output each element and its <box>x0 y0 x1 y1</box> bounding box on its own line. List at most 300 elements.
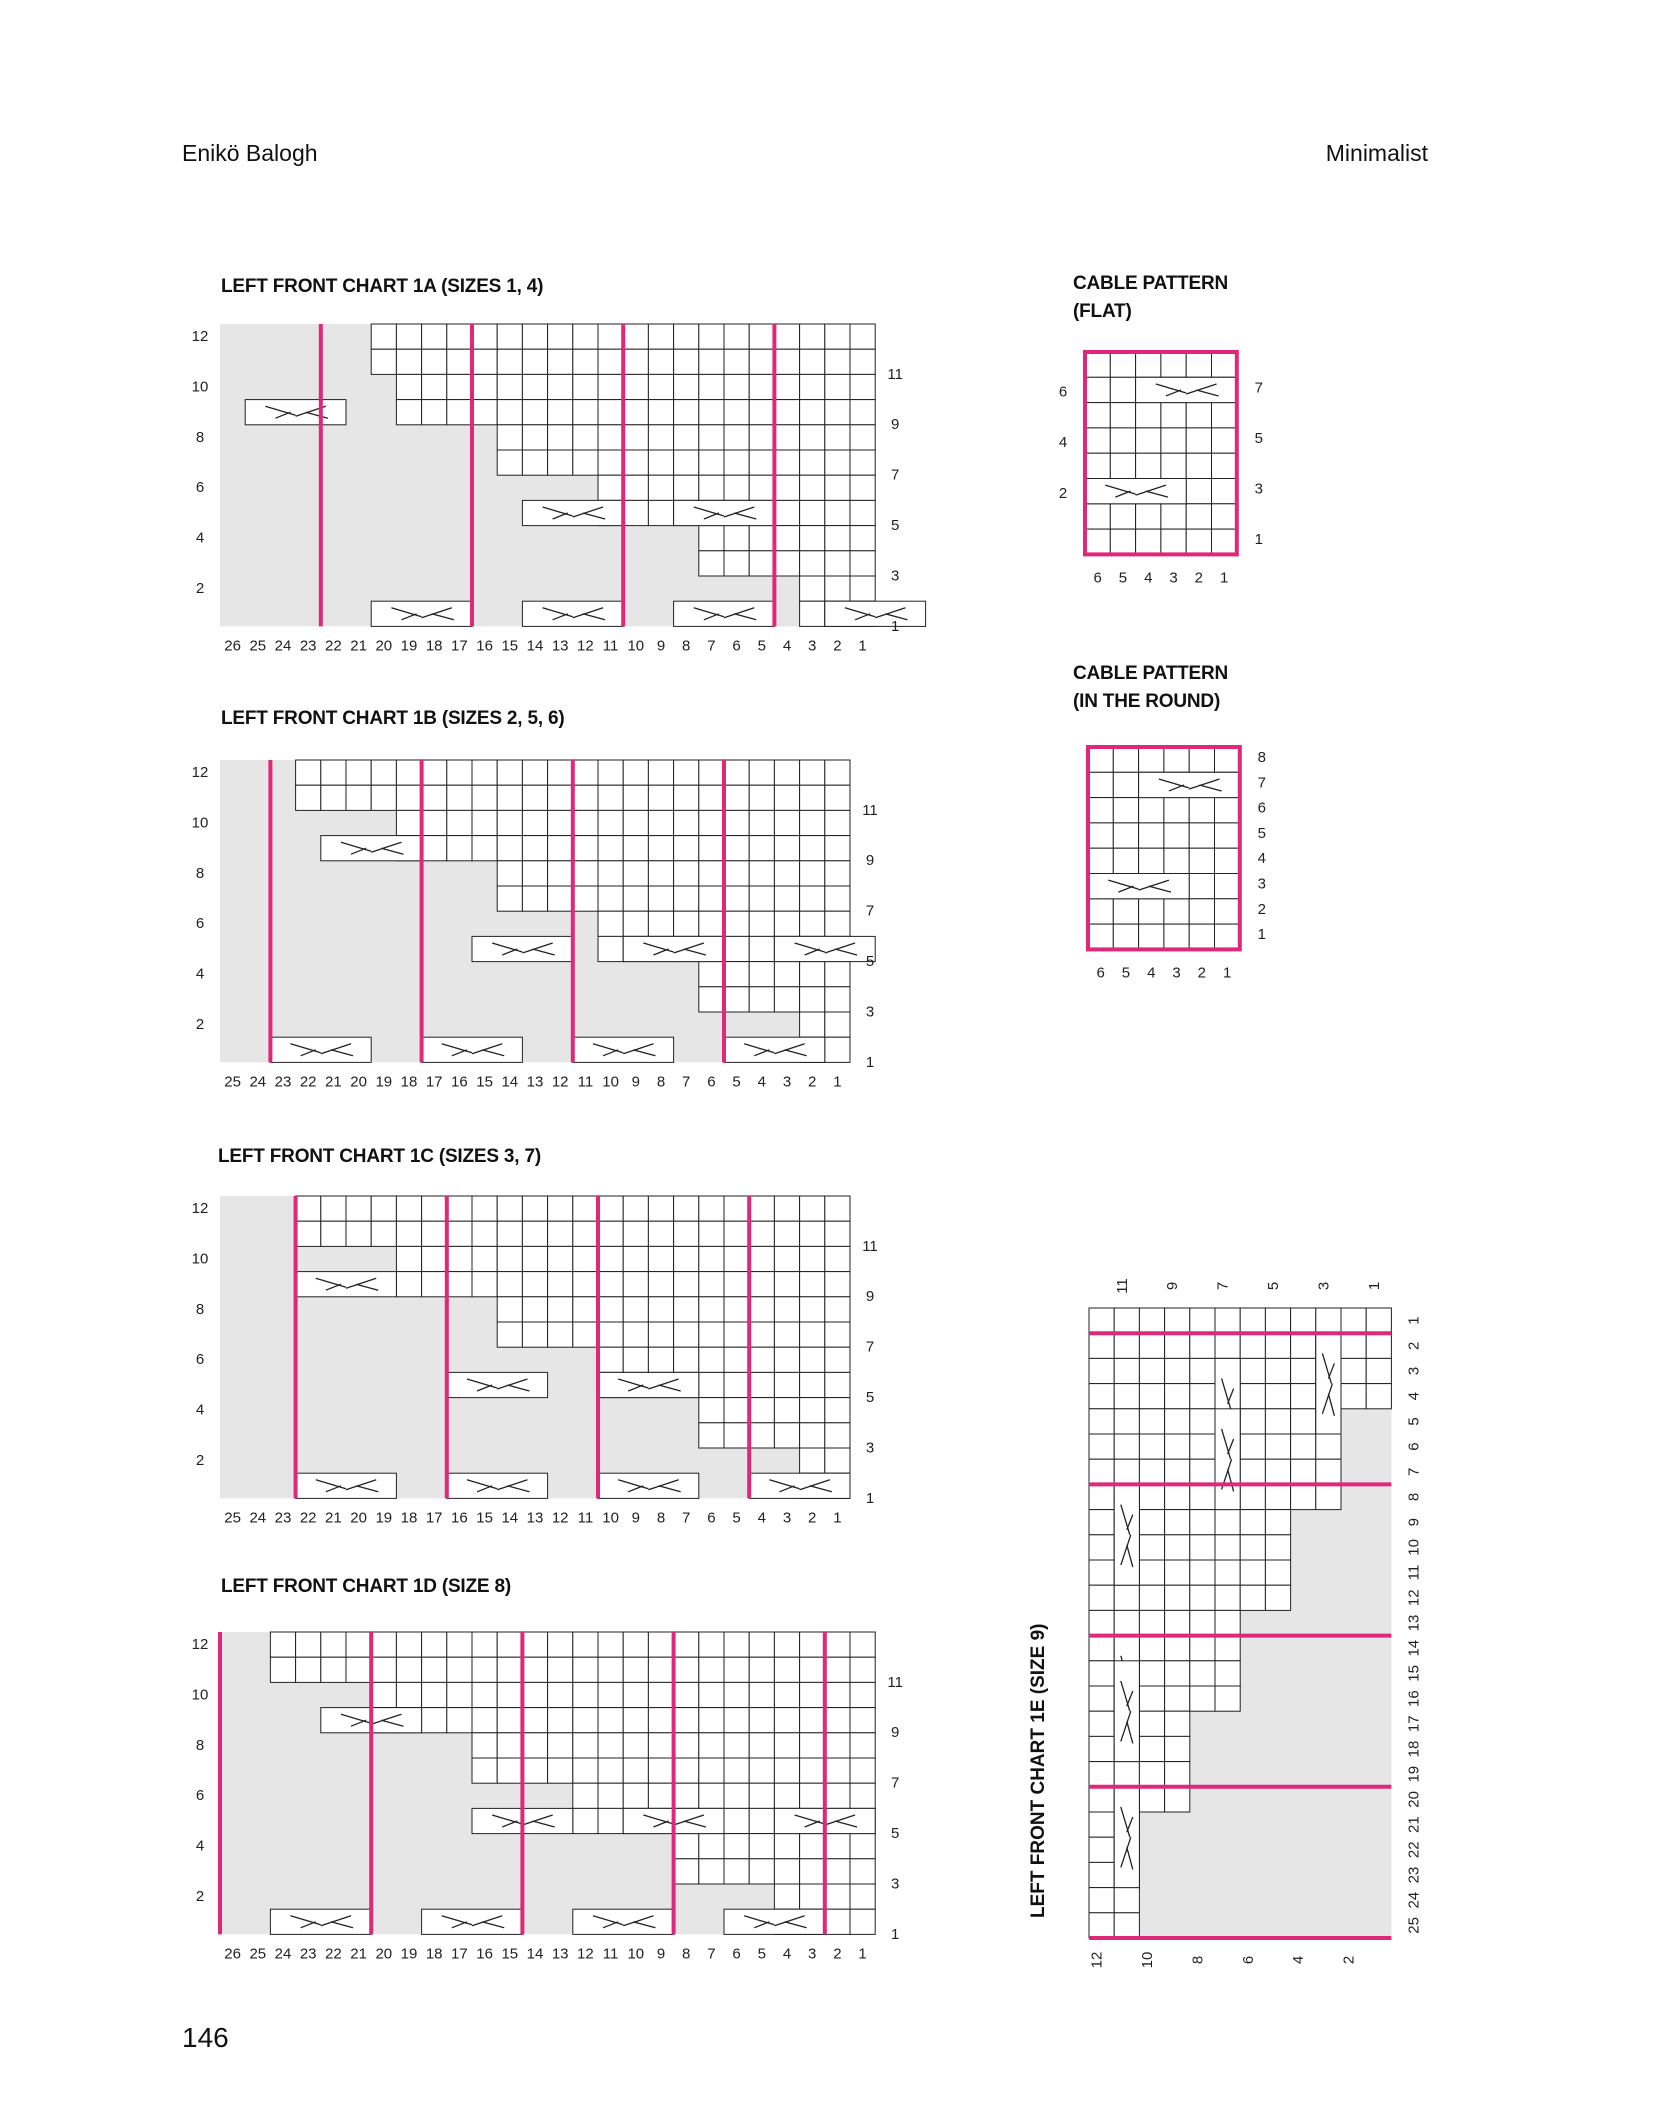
col-label: 5 <box>1121 964 1131 982</box>
row-label: 1 <box>891 617 900 635</box>
stitch-cell <box>1190 1610 1215 1635</box>
stitch-cell <box>1240 1510 1265 1535</box>
col-label: 16 <box>451 1073 468 1091</box>
cable-cell <box>1114 1661 1139 1762</box>
col-label: 4 <box>757 1509 766 1527</box>
row-label: 9 <box>891 1724 900 1742</box>
row-label: 13 <box>1405 1614 1423 1632</box>
col-label: 25 <box>224 1509 241 1527</box>
row-label: 12 <box>191 764 209 781</box>
row-label: 6 <box>1058 383 1068 401</box>
col-label: 2 <box>833 1945 842 1963</box>
col-label: 3 <box>1169 569 1178 587</box>
row-label: 10 <box>191 378 209 396</box>
col-label: 3 <box>782 1509 792 1527</box>
row-label: 22 <box>1405 1841 1423 1859</box>
stitch-cell <box>1265 1358 1290 1383</box>
row-label: 8 <box>195 428 205 446</box>
row-label: 10 <box>191 1686 209 1704</box>
cable-cell <box>1215 1409 1240 1510</box>
row-label: 5 <box>1405 1417 1423 1426</box>
row-label: 18 <box>1405 1740 1423 1758</box>
col-label: 20 <box>350 1073 367 1091</box>
row-label: 3 <box>1257 875 1266 893</box>
stitch-cell <box>1089 1459 1114 1484</box>
col-label: 7 <box>707 637 716 655</box>
row-label: 7 <box>865 1338 875 1356</box>
stitch-cell <box>1089 1913 1114 1938</box>
col-label: 3 <box>782 1073 792 1091</box>
stitch-cell <box>1190 1484 1215 1509</box>
stitch-cell <box>1165 1711 1190 1736</box>
stitch-cell <box>1215 1610 1240 1635</box>
stitch-cell <box>1114 1434 1139 1459</box>
stitch-cell <box>1089 1862 1114 1887</box>
stitch-cell <box>1190 1661 1215 1686</box>
row-label: 5 <box>891 1825 900 1842</box>
col-label: 3 <box>1172 964 1181 982</box>
stitch-cell <box>1139 1434 1164 1459</box>
chart-1c-title: LEFT FRONT CHART 1C (SIZES 3, 7) <box>218 1146 541 1167</box>
col-label: 1 <box>858 637 867 655</box>
stitch-cell <box>1240 1459 1265 1484</box>
col-label: 5 <box>757 1945 766 1963</box>
stitch-cell <box>1265 1484 1290 1509</box>
stitch-cell <box>1114 1585 1139 1610</box>
row-label: 7 <box>1257 774 1266 792</box>
col-label: 19 <box>375 1509 393 1527</box>
row-label: 8 <box>1405 1492 1423 1502</box>
col-label: 24 <box>249 1073 267 1091</box>
col-label: 21 <box>350 1945 367 1963</box>
col-label: 2 <box>1197 964 1207 982</box>
row-label: 5 <box>865 1389 875 1406</box>
col-label: 10 <box>602 1509 619 1527</box>
row-label: 2 <box>1257 900 1266 918</box>
col-label: 1 <box>1222 964 1232 982</box>
stitch-cell <box>1089 1711 1114 1736</box>
stitch-cell <box>1139 1636 1164 1661</box>
stitch-cell <box>1114 1308 1139 1333</box>
stitch-cell <box>1089 1535 1114 1560</box>
col-label: 23 <box>274 1073 292 1091</box>
stitch-cell <box>1265 1434 1290 1459</box>
stitch-cell <box>1215 1636 1240 1661</box>
stitch-cell <box>1139 1585 1164 1610</box>
stitch-cell <box>1291 1409 1316 1434</box>
row-label: 20 <box>1405 1791 1423 1808</box>
col-label: 11 <box>577 1073 594 1091</box>
row-label: 6 <box>195 1351 205 1369</box>
stitch-cell <box>1215 1535 1240 1560</box>
row-label: 8 <box>195 864 205 882</box>
stitch-cell <box>1089 1510 1114 1535</box>
col-label: 9 <box>631 1509 640 1527</box>
col-label: 3 <box>808 637 817 655</box>
col-label: 9 <box>1164 1281 1182 1291</box>
stitch-cell <box>1165 1787 1190 1812</box>
row-label: 4 <box>1058 434 1068 452</box>
col-label: 6 <box>732 637 741 655</box>
stitch-cell <box>1139 1333 1164 1358</box>
row-label: 1 <box>1405 1316 1423 1325</box>
stitch-cell <box>1265 1535 1290 1560</box>
row-label: 10 <box>1405 1539 1423 1556</box>
stitch-cell <box>1165 1333 1190 1358</box>
col-label: 1 <box>833 1073 842 1091</box>
col-label: 7 <box>682 1073 691 1091</box>
col-label: 11 <box>577 1509 594 1527</box>
col-label: 17 <box>425 1073 443 1091</box>
row-label: 4 <box>1405 1392 1423 1401</box>
col-label: 5 <box>732 1073 741 1091</box>
stitch-cell <box>1215 1585 1240 1610</box>
stitch-cell <box>1215 1686 1240 1711</box>
stitch-cell <box>1291 1459 1316 1484</box>
stitch-cell <box>1240 1409 1265 1434</box>
col-label: 18 <box>400 1509 418 1527</box>
stitch-cell <box>1165 1510 1190 1535</box>
col-label: 7 <box>1214 1281 1232 1291</box>
row-label: 7 <box>891 466 900 484</box>
col-label: 15 <box>476 1073 493 1091</box>
stitch-cell <box>1291 1358 1316 1383</box>
row-label: 2 <box>195 1452 205 1469</box>
row-label: 4 <box>195 1837 205 1855</box>
stitch-cell <box>1190 1510 1215 1535</box>
stitch-cell <box>1139 1308 1164 1333</box>
cable-cell <box>1316 1333 1341 1434</box>
stitch-cell <box>1165 1459 1190 1484</box>
cable-flat-title-line2: (FLAT) <box>1073 301 1132 322</box>
stitch-cell <box>1114 1913 1139 1938</box>
col-label: 18 <box>400 1073 418 1091</box>
col-label: 15 <box>476 1509 493 1527</box>
stitch-cell <box>1139 1762 1164 1787</box>
row-label: 4 <box>195 529 205 547</box>
stitch-cell <box>1165 1560 1190 1585</box>
row-label: 2 <box>195 580 205 597</box>
row-label: 1 <box>891 1925 900 1943</box>
row-label: 14 <box>1405 1639 1423 1657</box>
stitch-cell <box>1341 1384 1366 1409</box>
col-label: 8 <box>656 1073 666 1091</box>
col-label: 6 <box>707 1509 716 1527</box>
row-label: 3 <box>1254 480 1263 498</box>
stitch-cell <box>1240 1484 1265 1509</box>
col-label: 8 <box>682 1945 691 1963</box>
stitch-cell <box>1139 1510 1164 1535</box>
stitch-cell <box>1291 1384 1316 1409</box>
stitch-cell <box>1114 1459 1139 1484</box>
col-label: 16 <box>451 1509 468 1527</box>
stitch-cell <box>1089 1384 1114 1409</box>
stitch-cell <box>1190 1560 1215 1585</box>
col-label: 12 <box>1088 1951 1106 1969</box>
stitch-cell <box>1139 1358 1164 1383</box>
col-label: 4 <box>757 1073 766 1091</box>
col-label: 17 <box>451 637 468 655</box>
stitch-cell <box>1366 1384 1391 1409</box>
col-label: 2 <box>1340 1955 1358 1965</box>
col-label: 17 <box>451 1945 468 1963</box>
col-label: 19 <box>375 1073 393 1091</box>
col-label: 10 <box>627 637 645 655</box>
row-label: 2 <box>1058 484 1068 502</box>
stitch-cell <box>1240 1333 1265 1358</box>
row-label: 12 <box>1405 1589 1423 1607</box>
col-label: 16 <box>476 637 493 655</box>
col-label: 7 <box>707 1945 716 1963</box>
col-label: 21 <box>350 637 367 655</box>
stitch-cell <box>1366 1308 1391 1333</box>
col-label: 14 <box>501 1509 519 1527</box>
col-label: 15 <box>501 637 519 655</box>
stitch-cell <box>1139 1610 1164 1635</box>
stitch-cell <box>1089 1837 1114 1862</box>
col-label: 20 <box>350 1509 367 1527</box>
col-label: 10 <box>1139 1951 1156 1969</box>
row-label: 11 <box>887 365 903 383</box>
col-label: 1 <box>1219 569 1229 587</box>
col-label: 15 <box>501 1945 519 1963</box>
chart-1e-title: LEFT FRONT CHART 1E (SIZE 9) <box>1028 1623 1049 1918</box>
col-label: 16 <box>476 1945 493 1963</box>
col-label: 10 <box>627 1945 645 1963</box>
author-name: Enikö Balogh <box>182 140 318 166</box>
stitch-cell <box>1240 1358 1265 1383</box>
row-label: 3 <box>1405 1366 1423 1376</box>
stitch-cell <box>1139 1736 1164 1761</box>
row-label: 3 <box>891 1875 900 1893</box>
stitch-cell <box>1265 1409 1290 1434</box>
stitch-cell <box>1165 1308 1190 1333</box>
col-label: 20 <box>375 1945 393 1963</box>
stitch-cell <box>1114 1409 1139 1434</box>
stitch-cell <box>1165 1434 1190 1459</box>
col-label: 14 <box>526 1945 544 1963</box>
col-label: 12 <box>551 1073 569 1091</box>
stitch-cell <box>1291 1308 1316 1333</box>
stitch-cell <box>1190 1585 1215 1610</box>
stitch-cell <box>1139 1535 1164 1560</box>
stitch-cell <box>1114 1888 1139 1913</box>
stitch-cell <box>1265 1308 1290 1333</box>
col-label: 13 <box>551 1945 569 1963</box>
stitch-cell <box>1114 1333 1139 1358</box>
row-label: 6 <box>195 479 205 497</box>
row-label: 11 <box>1405 1564 1423 1581</box>
row-label: 5 <box>865 953 875 970</box>
stitch-cell <box>1089 1636 1114 1661</box>
cable-round-title-line1: CABLE PATTERN <box>1073 663 1229 684</box>
stitch-cell <box>1089 1560 1114 1585</box>
stitch-cell <box>1265 1333 1290 1358</box>
col-label: 12 <box>577 1945 594 1963</box>
stitch-cell <box>1291 1434 1316 1459</box>
col-label: 12 <box>577 637 594 655</box>
col-label: 7 <box>682 1509 691 1527</box>
stitch-cell <box>1190 1459 1215 1484</box>
col-label: 25 <box>224 1073 241 1091</box>
row-label: 7 <box>891 1774 900 1792</box>
chart-1a-title: LEFT FRONT CHART 1A (SIZES 1, 4) <box>221 276 544 297</box>
row-label: 1 <box>865 1489 875 1507</box>
row-label: 11 <box>862 801 878 819</box>
row-label: 7 <box>865 902 875 920</box>
row-label: 6 <box>195 915 205 933</box>
stitch-cell <box>1165 1384 1190 1409</box>
stitch-cell <box>1291 1333 1316 1358</box>
stitch-cell <box>1190 1308 1215 1333</box>
col-label: 2 <box>808 1509 817 1527</box>
row-label: 10 <box>191 1250 209 1268</box>
row-label: 23 <box>1405 1866 1423 1884</box>
row-label: 3 <box>865 1003 875 1021</box>
col-label: 21 <box>325 1509 342 1527</box>
stitch-cell <box>1316 1484 1341 1509</box>
col-label: 2 <box>833 637 842 655</box>
col-label: 14 <box>501 1073 519 1091</box>
stitch-cell <box>1215 1661 1240 1686</box>
col-label: 4 <box>1144 569 1153 587</box>
col-label: 18 <box>425 637 443 655</box>
stitch-cell <box>1265 1459 1290 1484</box>
row-label: 11 <box>887 1673 903 1691</box>
row-label: 3 <box>891 567 900 585</box>
stitch-cell <box>1114 1384 1139 1409</box>
row-label: 9 <box>891 416 900 434</box>
col-label: 6 <box>707 1073 716 1091</box>
row-label: 1 <box>1254 531 1263 549</box>
col-label: 24 <box>274 637 292 655</box>
stitch-cell <box>1165 1636 1190 1661</box>
row-label: 3 <box>865 1439 875 1457</box>
col-label: 14 <box>526 637 544 655</box>
stitch-cell <box>1265 1384 1290 1409</box>
cable-cell <box>1114 1787 1139 1888</box>
row-label: 12 <box>191 328 209 345</box>
col-label: 3 <box>1315 1281 1333 1291</box>
col-label: 23 <box>299 637 317 655</box>
stitch-cell <box>1240 1308 1265 1333</box>
col-label: 2 <box>808 1073 817 1091</box>
row-label: 15 <box>1405 1665 1423 1682</box>
stitch-cell <box>1316 1434 1341 1459</box>
row-label: 25 <box>1405 1917 1423 1934</box>
stitch-cell <box>1089 1661 1114 1686</box>
stitch-cell <box>1165 1535 1190 1560</box>
row-label: 16 <box>1405 1690 1423 1707</box>
stitch-cell <box>1341 1358 1366 1383</box>
row-label: 1 <box>865 1053 875 1071</box>
stitch-cell <box>1089 1736 1114 1761</box>
stitch-cell <box>1089 1812 1114 1837</box>
col-label: 5 <box>732 1509 741 1527</box>
col-label: 4 <box>1290 1955 1308 1965</box>
row-label: 1 <box>1257 926 1266 944</box>
stitch-cell <box>1366 1358 1391 1383</box>
col-label: 26 <box>224 1945 241 1963</box>
col-label: 22 <box>299 1073 317 1091</box>
stitch-cell <box>1165 1484 1190 1509</box>
col-label: 11 <box>1113 1278 1131 1294</box>
stitch-cell <box>1215 1333 1240 1358</box>
col-label: 6 <box>1093 569 1102 587</box>
row-label: 21 <box>1405 1816 1423 1833</box>
stitch-cell <box>1089 1585 1114 1610</box>
stitch-cell <box>1139 1711 1164 1736</box>
row-label: 7 <box>1405 1467 1423 1476</box>
stitch-cell <box>1215 1308 1240 1333</box>
stitch-cell <box>1089 1308 1114 1333</box>
stitch-cell <box>1190 1333 1215 1358</box>
col-label: 24 <box>274 1945 292 1963</box>
col-label: 8 <box>1189 1955 1207 1965</box>
stitch-cell <box>1165 1762 1190 1787</box>
row-label: 9 <box>865 1288 875 1306</box>
cable-flat-title-line1: CABLE PATTERN <box>1073 273 1229 294</box>
col-label: 5 <box>757 637 766 655</box>
row-label: 6 <box>1405 1442 1423 1451</box>
col-label: 6 <box>1096 964 1105 982</box>
stitch-cell <box>1139 1484 1164 1509</box>
stitch-cell <box>1139 1686 1164 1711</box>
stitch-cell <box>1215 1510 1240 1535</box>
col-label: 13 <box>526 1073 544 1091</box>
col-label: 4 <box>1147 964 1156 982</box>
stitch-cell <box>1165 1409 1190 1434</box>
col-label: 23 <box>274 1509 292 1527</box>
stitch-cell <box>1165 1686 1190 1711</box>
row-label: 5 <box>891 517 900 534</box>
stitch-cell <box>1165 1358 1190 1383</box>
stitch-cell <box>1265 1510 1290 1535</box>
stitch-cell <box>1316 1308 1341 1333</box>
row-label: 19 <box>1405 1765 1423 1783</box>
stitch-cell <box>1139 1409 1164 1434</box>
book-title: Minimalist <box>1325 140 1428 166</box>
row-label: 12 <box>191 1636 209 1653</box>
stitch-cell <box>1190 1434 1215 1459</box>
row-label: 9 <box>1405 1518 1423 1527</box>
row-label: 24 <box>1405 1891 1423 1909</box>
stitch-cell <box>1265 1560 1290 1585</box>
row-label: 10 <box>191 814 209 832</box>
stitch-cell <box>1089 1484 1114 1509</box>
stitch-cell <box>1114 1358 1139 1383</box>
col-label: 21 <box>325 1073 342 1091</box>
stitch-cell <box>1089 1434 1114 1459</box>
col-label: 22 <box>325 1945 342 1963</box>
col-label: 9 <box>656 1945 666 1963</box>
stitch-cell <box>1240 1560 1265 1585</box>
stitch-cell <box>1291 1484 1316 1509</box>
col-label: 6 <box>732 1945 741 1963</box>
col-label: 13 <box>526 1509 544 1527</box>
stitch-cell <box>1190 1384 1215 1409</box>
col-label: 18 <box>425 1945 443 1963</box>
row-label: 8 <box>1257 749 1266 766</box>
col-label: 8 <box>682 637 691 655</box>
row-label: 2 <box>1405 1341 1423 1350</box>
col-label: 6 <box>1239 1955 1257 1965</box>
col-label: 4 <box>782 637 792 655</box>
stitch-cell <box>1089 1333 1114 1358</box>
col-label: 1 <box>858 1945 867 1963</box>
stitch-cell <box>1215 1560 1240 1585</box>
stitch-cell <box>1139 1384 1164 1409</box>
